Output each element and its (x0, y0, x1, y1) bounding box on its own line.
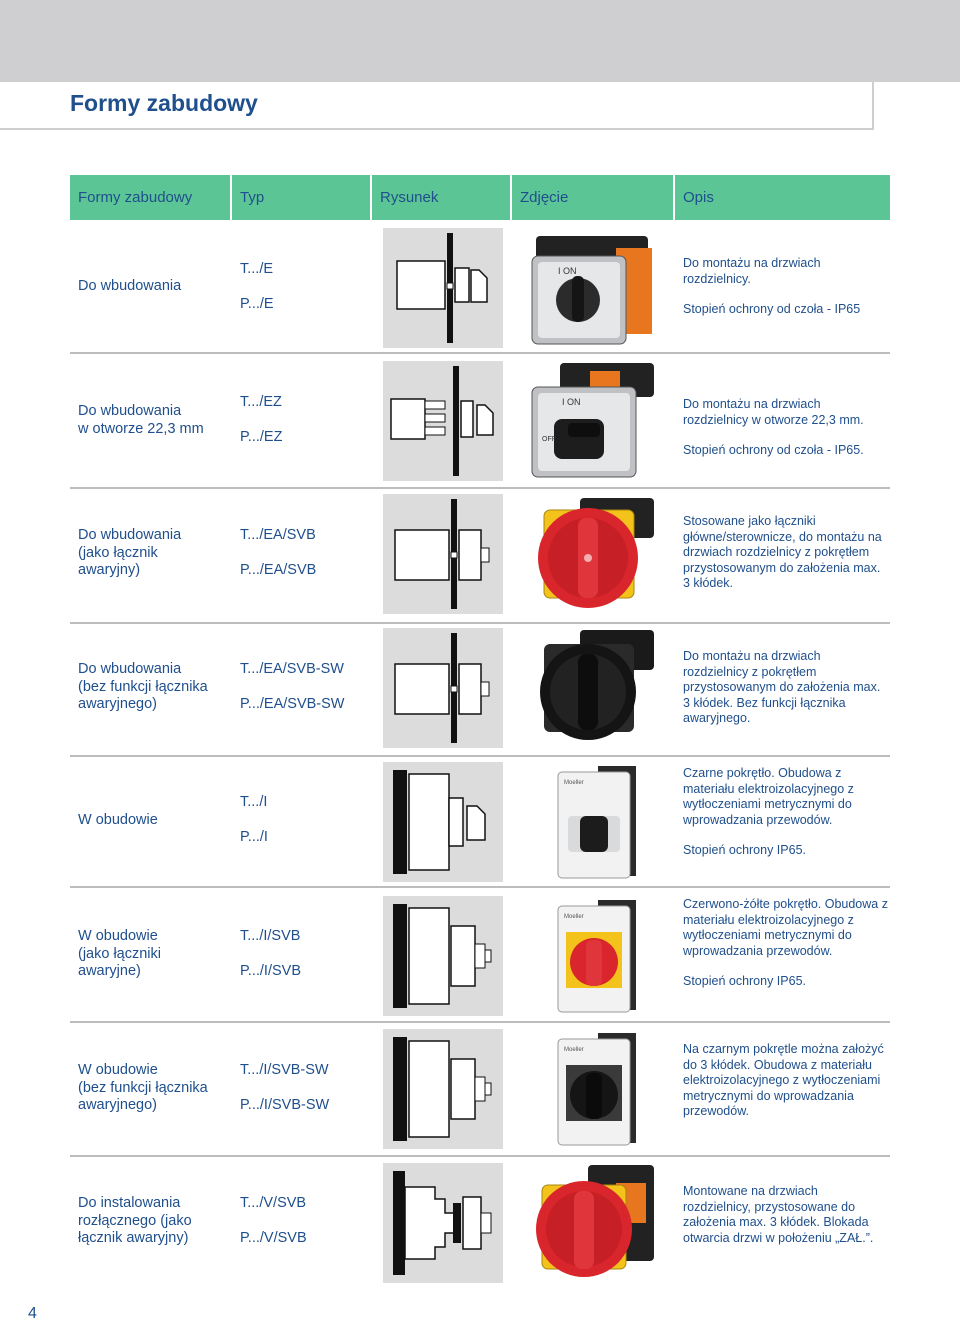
type-code-t: T.../I (240, 794, 268, 810)
type-codes (240, 928, 301, 997)
description-text: Stopień ochrony IP65. (683, 843, 806, 857)
type-codes (240, 394, 282, 463)
description-text: Stopień ochrony IP65. (683, 974, 806, 988)
header-photo: Zdjęcie (512, 175, 675, 220)
brand-label: Moeller (564, 914, 584, 920)
type-code-t: T.../V/SVB (240, 1195, 307, 1211)
technical-drawing (383, 361, 503, 481)
description (683, 766, 888, 874)
type-code-t: T.../I/SVB-SW (240, 1062, 329, 1078)
mounting-form: W obudowie (bez funkcji łącznika awaryjnego) (78, 1062, 208, 1113)
type-codes (240, 794, 268, 863)
type-code-p: P.../V/SVB (240, 1229, 307, 1246)
description-text: Stopień ochrony od czoła - IP65. (683, 443, 864, 457)
type-code-p: P.../I/SVB-SW (240, 1096, 330, 1113)
header-form: Formy zabudowy (70, 175, 232, 220)
type-code-p: P.../EZ (240, 428, 283, 445)
type-code-t: T.../EZ (240, 394, 282, 410)
description-text: Czerwono-żółte pokrętło. Obudowa z materiału elektroizolacyjnego z wytłoczeniami metrycznymi do wprowadzania przewodów. (683, 897, 888, 958)
row-divider (70, 1155, 890, 1157)
product-photo (528, 228, 658, 348)
switch-off-label: OFF (542, 436, 556, 443)
technical-drawing (383, 896, 503, 1016)
mounting-form: Do wbudowania w otworze 22,3 mm (78, 403, 204, 437)
type-codes (240, 1062, 329, 1131)
technical-drawing (383, 228, 503, 348)
description (683, 649, 888, 742)
type-code-t: T.../I/SVB (240, 928, 301, 944)
top-gray-band (0, 0, 960, 82)
description-text: Stopień ochrony od czoła - IP65 (683, 302, 861, 316)
description-text: Czarne pokrętło. Obudowa z materiału elektroizolacyjnego z wytłoczeniami metrycznymi do wprowadzania przewodów. (683, 766, 854, 827)
type-code-t: T.../EA/SVB (240, 527, 316, 543)
description-text: Montowane na drzwiach rozdzielnicy, przystosowane do założenia max. 3 kłódek. Blokada otwarcia drzwi w położeniu „ZAŁ.”. (683, 1184, 874, 1245)
description (683, 897, 888, 1005)
page-number: 4 (28, 1305, 37, 1322)
row-divider (70, 487, 890, 489)
description (683, 1184, 888, 1261)
description-text: Stosowane jako łączniki główne/sterownicze, do montażu na drzwiach rozdzielnicy z pokrętłem przystosowanym do założenia max. 3 kłódek. (683, 514, 882, 590)
description-text: Do montażu na drzwiach rozdzielnicy z pokrętłem przystosowanym do założenia max. 3 kłódek. Bez funkcji łącznika awaryjnego. (683, 649, 881, 725)
row-divider (70, 352, 890, 354)
row-divider (70, 755, 890, 757)
product-photo (528, 361, 658, 481)
switch-on-label: I ON (562, 397, 581, 407)
type-codes (240, 1195, 307, 1264)
type-code-p: P.../E (240, 295, 274, 312)
header-drawing: Rysunek (372, 175, 512, 220)
type-codes (240, 527, 316, 596)
table-header (70, 175, 890, 220)
mounting-form: W obudowie (jako łączniki awaryjne) (78, 928, 161, 979)
row-divider (70, 886, 890, 888)
product-photo (528, 494, 658, 614)
technical-drawing (383, 1163, 503, 1283)
technical-drawing (383, 628, 503, 748)
page-title: Formy zabudowy (70, 90, 258, 116)
description (683, 1042, 888, 1135)
description-text: Na czarnym pokrętle można założyć do 3 kłódek. Obudowa z materiału elektroizolacyjnego z wytłoczeniami metrycznymi do wprowadzania przewodów. (683, 1042, 884, 1118)
type-code-p: P.../EA/SVB (240, 561, 317, 578)
description (683, 514, 888, 607)
type-code-t: T.../E (240, 261, 274, 277)
description (683, 256, 888, 333)
product-photo (528, 628, 658, 748)
type-codes (240, 661, 345, 730)
header-description: Opis (683, 189, 714, 206)
technical-drawing (383, 494, 503, 614)
brand-label: Moeller (564, 1047, 584, 1053)
type-codes (240, 261, 274, 330)
product-photo (528, 896, 658, 1016)
mounting-form: Do wbudowania (78, 278, 182, 294)
mounting-form: Do wbudowania (bez funkcji łącznika awaryjnego) (78, 661, 208, 712)
product-photo (528, 1163, 658, 1283)
type-code-p: P.../I/SVB (240, 962, 301, 979)
product-photo (528, 762, 658, 882)
mounting-form: Do wbudowania (jako łącznik awaryjny) (78, 527, 182, 578)
row-divider (70, 1021, 890, 1023)
technical-drawing (383, 762, 503, 882)
row-divider (70, 622, 890, 624)
type-code-p: P.../EA/SVB-SW (240, 695, 345, 712)
brand-label: Moeller (564, 780, 584, 786)
description-text: Do montażu na drzwiach rozdzielnicy w otworze 22,3 mm. (683, 397, 864, 427)
description (683, 397, 888, 474)
product-photo (528, 1029, 658, 1149)
switch-on-label: I ON (558, 266, 577, 276)
type-code-p: P.../I (240, 828, 268, 845)
description-text: Do montażu na drzwiach rozdzielnicy. (683, 256, 821, 286)
header-type: Typ (232, 175, 372, 220)
technical-drawing (383, 1029, 503, 1149)
mounting-form: W obudowie (78, 812, 158, 828)
type-code-t: T.../EA/SVB-SW (240, 661, 344, 677)
mounting-form: Do instalowania rozłącznego (jako łącznik awaryjny) (78, 1195, 192, 1246)
